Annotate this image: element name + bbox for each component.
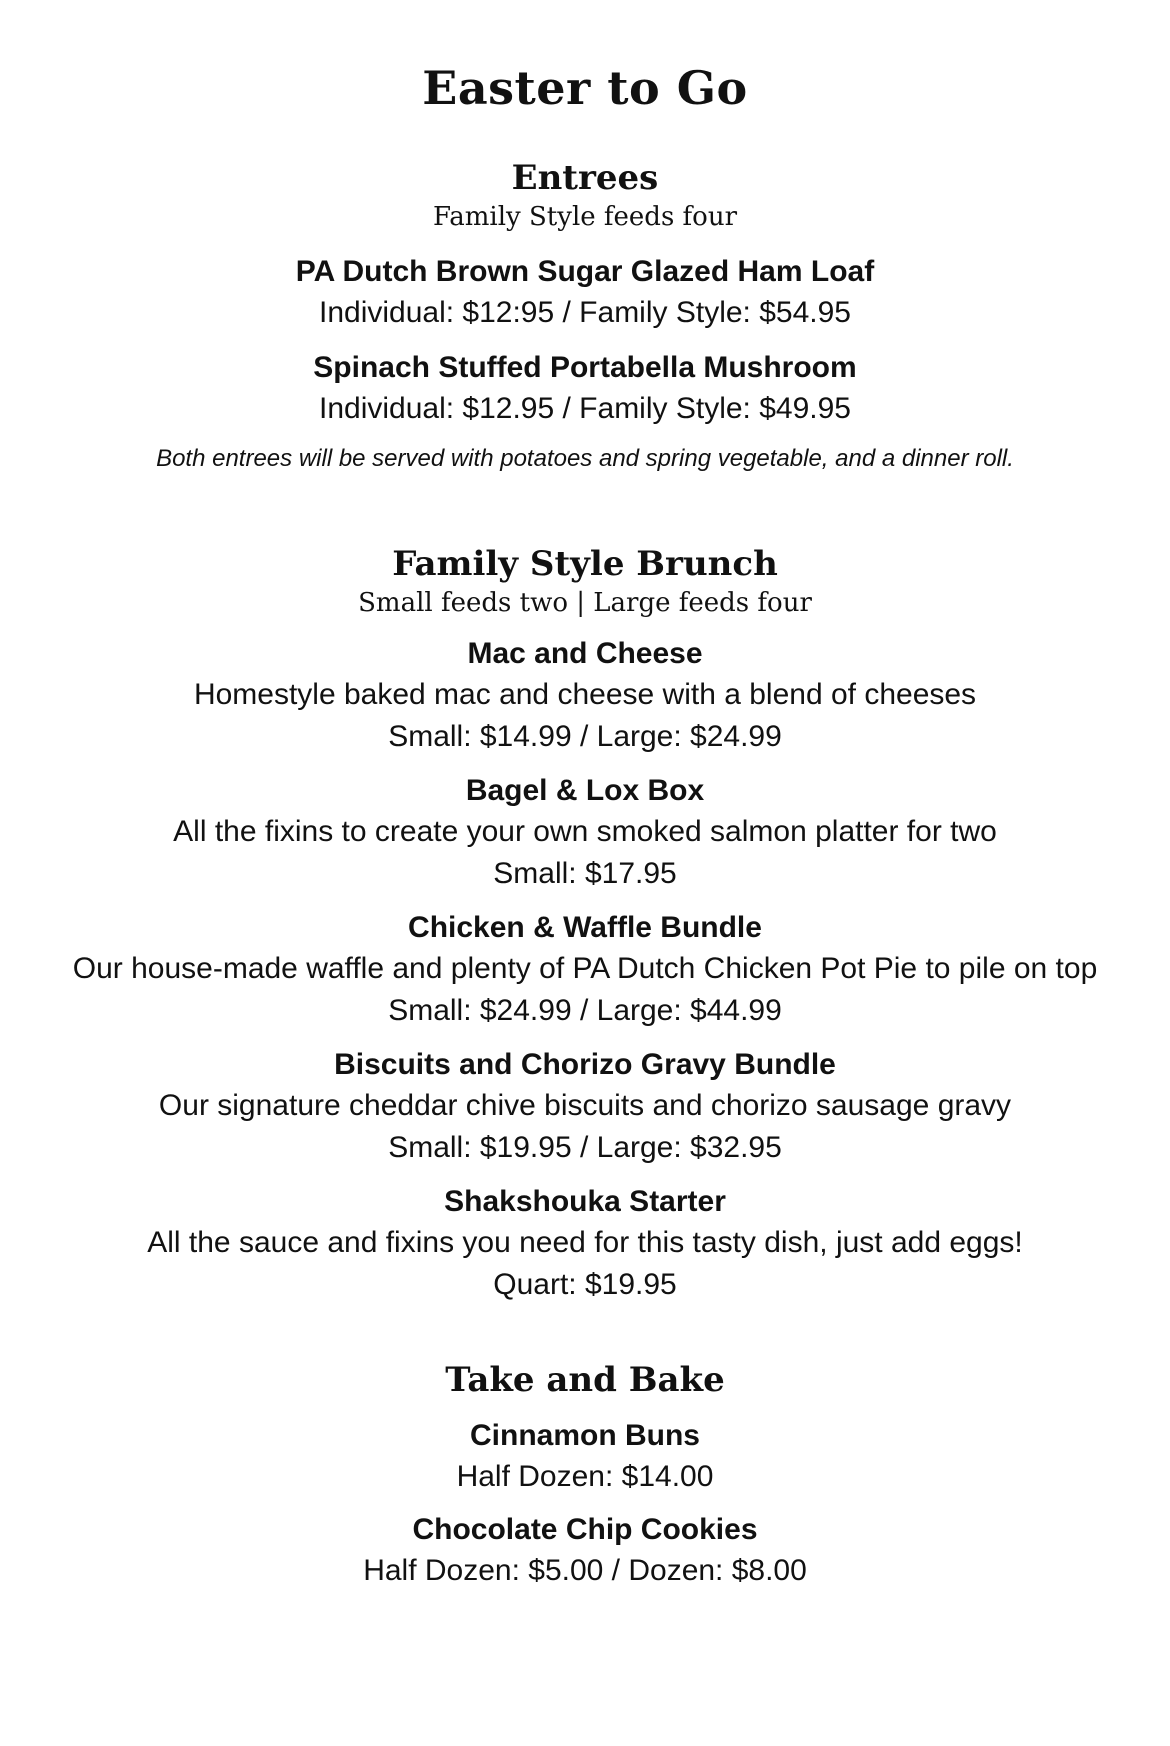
item-name: Biscuits and Chorizo Gravy Bundle: [334, 1048, 836, 1081]
item-price: Half Dozen: $14.00: [456, 1460, 714, 1493]
item-description: Our signature cheddar chive biscuits and chorizo sausage gravy: [158, 1089, 1012, 1122]
item-name: PA Dutch Brown Sugar Glazed Ham Loaf: [295, 255, 875, 288]
item-description: All the sauce and fixins you need for this tasty dish, just add eggs!: [147, 1226, 1023, 1259]
entrees-note: Both entrees will be served with potatoes and spring vegetable, and a dinner roll.: [156, 445, 1014, 472]
item-name: Spinach Stuffed Portabella Mushroom: [313, 351, 857, 384]
section-subheading: Small feeds two | Large feeds four: [358, 588, 812, 618]
item-price: Quart: $19.95: [493, 1268, 677, 1301]
menu-item: [0, 1416, 1170, 1498]
item-price: Individual: $12:95 / Family Style: $54.95: [319, 296, 851, 329]
menu-item: [0, 1182, 1170, 1306]
item-description: Our house-made waffle and plenty of PA Dutch Chicken Pot Pie to pile on top: [72, 952, 1098, 985]
section-entrees: [0, 156, 1170, 474]
item-price: Small: $24.99 / Large: $44.99: [388, 994, 782, 1027]
menu-item: [0, 252, 1170, 334]
page-title: Easter to Go: [422, 61, 748, 115]
section-brunch: [0, 542, 1170, 1306]
menu-item: [0, 348, 1170, 430]
item-name: Chocolate Chip Cookies: [412, 1513, 758, 1546]
item-price: Small: $19.95 / Large: $32.95: [388, 1131, 782, 1164]
item-name: Mac and Cheese: [467, 637, 703, 670]
item-name: Shakshouka Starter: [444, 1185, 726, 1218]
menu-item: [0, 908, 1170, 1032]
item-price: Small: $14.99 / Large: $24.99: [388, 720, 782, 753]
menu-item: [0, 1510, 1170, 1592]
menu-item: [0, 634, 1170, 758]
item-price: Half Dozen: $5.00 / Dozen: $8.00: [363, 1554, 807, 1587]
item-name: Bagel & Lox Box: [465, 774, 705, 807]
menu-item: [0, 1045, 1170, 1169]
section-take-and-bake: [0, 1358, 1170, 1592]
section-heading: Family Style Brunch: [392, 544, 778, 584]
item-price: Individual: $12.95 / Family Style: $49.95: [319, 392, 851, 425]
section-heading: Entrees: [511, 158, 659, 198]
section-subheading: Family Style feeds four: [432, 202, 738, 232]
item-description: Homestyle baked mac and cheese with a blend of cheeses: [193, 678, 977, 711]
item-name: Cinnamon Buns: [470, 1419, 700, 1452]
menu-item: [0, 771, 1170, 895]
section-heading: Take and Bake: [445, 1360, 725, 1400]
item-price: Small: $17.95: [493, 857, 677, 890]
item-description: All the fixins to create your own smoked salmon platter for two: [173, 815, 997, 848]
item-name: Chicken & Waffle Bundle: [408, 911, 762, 944]
